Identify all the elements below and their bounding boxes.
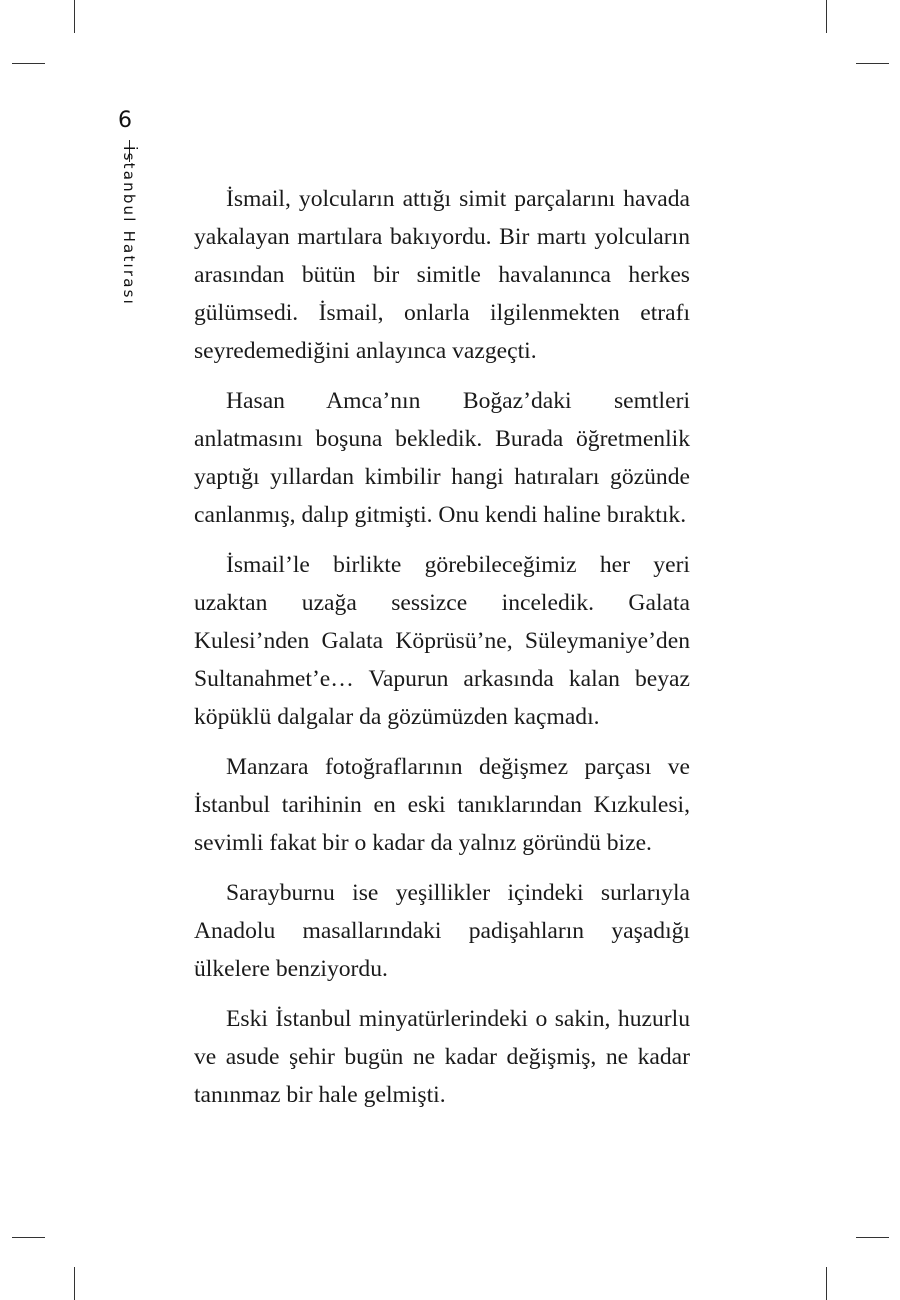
page-number: 6 [118,108,132,133]
paragraph: Hasan Amca’nın Boğaz’daki semtleri anlatmasını boşuna bekledik. Burada öğretmenlik yaptığı yıllardan kimbilir hangi hatıraları gözünde canlanmış, dalıp gitmişti. Onu kendi haline bıraktık. [194,388,690,528]
body-text [194,180,690,1126]
crop-mark-bottom-right-h [856,1237,889,1238]
paragraph: İsmail’le birlikte görebileceğimiz her yeri uzaktan uzağa sessizce inceledik. Galata Kulesi’nden Galata Köprüsü’ne, Süleymaniye’den Sultanahmet’e… Vapurun arkasında kalan beyaz köpüklü dalgalar da gözümüzden kaçmadı. [194,552,690,730]
crop-mark-top-right [826,0,827,33]
crop-mark-top-left-h [12,63,45,64]
paragraph: Manzara fotoğraflarının değişmez parçası ve İstanbul tarihinin en eski tanıklarından Kızkulesi, sevimli fakat bir o kadar da yalnız göründü bize. [194,754,690,856]
paragraph: İsmail, yolcuların attığı simit parçalarını havada yakalayan martılara bakıyordu. Bir martı yolcuların arasından bütün bir simitle havalanınca herkes gülümsedi. İsmail, onlarla ilgilenmekten etrafı seyredemediğini anlayınca vazgeçti. [194,186,690,364]
running-title: İstanbul Hatırası [120,146,138,307]
crop-mark-bottom-left [74,1267,75,1300]
crop-mark-top-right-h [856,63,889,64]
crop-mark-bottom-right [826,1267,827,1300]
crop-mark-top-left [74,0,75,33]
paragraph: Eski İstanbul minyatürlerindeki o sakin, huzurlu ve asude şehir bugün ne kadar değişmiş, ne kadar tanınmaz bir hale gelmişti. [194,1006,690,1108]
paragraph: Sarayburnu ise yeşillikler içindeki surlarıyla Anadolu masallarındaki padişahların yaşadığı ülkelere benziyordu. [194,880,690,982]
crop-mark-bottom-left-h [12,1237,45,1238]
